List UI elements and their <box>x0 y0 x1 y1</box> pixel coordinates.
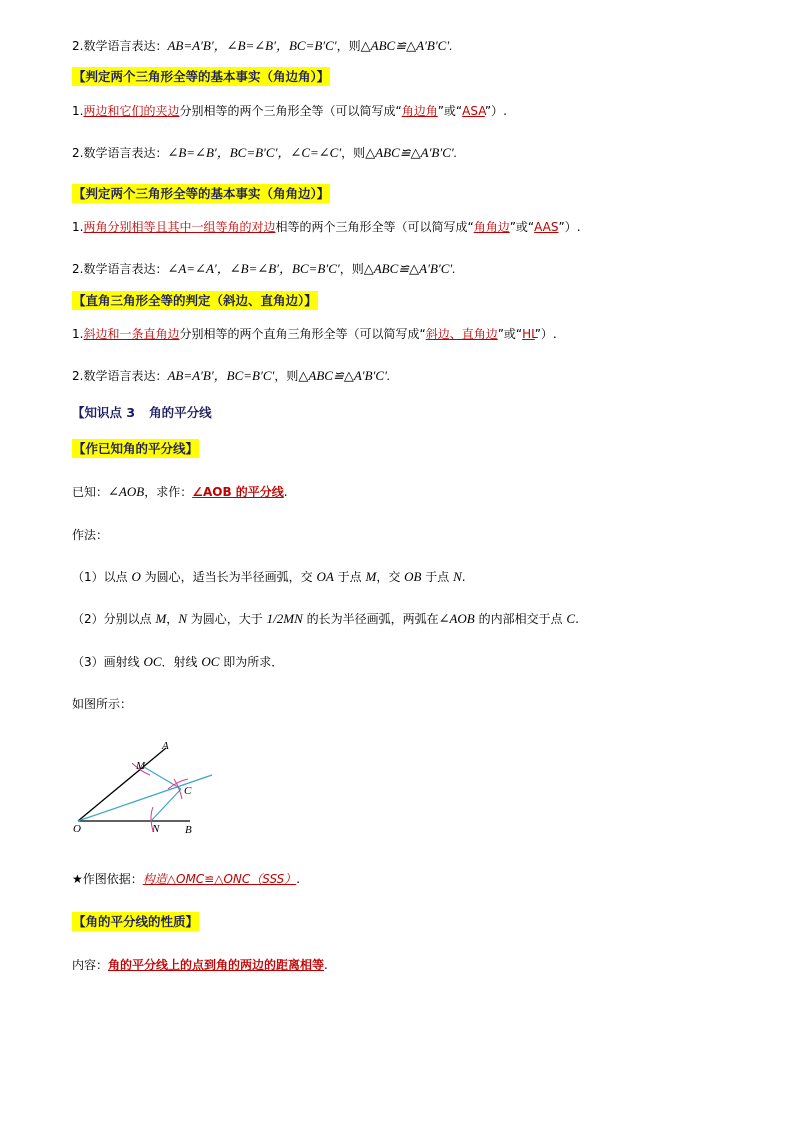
figure-caption: 如图所示： <box>72 697 133 711</box>
heading-construct-bisector: 【作已知角的平分线】 <box>73 441 199 456</box>
statement-sas-math: 2.数学语言表达：AB=A′B′，∠B=∠B′，BC=B′C′，则△ABC≌△A′B′C′. <box>72 38 453 53</box>
heading-asa: 【判定两个三角形全等的基本事实（角边角）】 <box>73 69 330 84</box>
statement-asa-math: 2.数学语言表达：∠B=∠B′，BC=B′C′，∠C=∠C′，则△ABC≌△A′B′C′. <box>72 145 457 160</box>
step-3: （3）画射线 OC．射线 OC 即为所求． <box>72 654 284 669</box>
label-B: B <box>185 824 192 836</box>
label-A: A <box>162 740 169 752</box>
ray-OA <box>78 748 166 821</box>
label-O: O <box>73 823 81 835</box>
knowledge-point-3-title: 【知识点 3 角的平分线 <box>72 405 212 420</box>
step-2: （2）分别以点 M，N 为圆心，大于 1/2MN 的长为半径画弧，两弧在∠AOB 的内部相交于点 C. <box>72 611 579 626</box>
bisector-property-content: 内容：角的平分线上的点到角的两边的距离相等. <box>72 958 328 972</box>
statement-hl-text: 1.斜边和一条直角边分别相等的两个直角三角形全等（可以简写成“斜边、直角边”或“HL”）. <box>72 327 557 341</box>
statement-aas-math: 2.数学语言表达：∠A=∠A′，∠B=∠B′，BC=B′C′，则△ABC≌△A′B′C′. <box>72 261 456 276</box>
bisector-OC <box>78 775 212 821</box>
heading-hl: 【直角三角形全等的判定（斜边、直角边）】 <box>73 293 317 308</box>
heading-bisector-property: 【角的平分线的性质】 <box>73 914 199 929</box>
label-M: M <box>136 760 146 772</box>
statement-hl-math: 2.数学语言表达：AB=A′B′，BC=B′C′，则△ABC≌△A′B′C′. <box>72 368 391 383</box>
given-statement: 已知：∠AOB，求作：∠AOB 的平分线. <box>72 484 288 499</box>
angle-bisector-figure <box>60 735 230 845</box>
label-C: C <box>184 785 192 797</box>
statement-asa-text: 1.两边和它们的夹边分别相等的两个三角形全等（可以简写成“角边角”或“ASA”）. <box>72 104 507 118</box>
statement-aas-text: 1.两角分别相等且其中一组等角的对边相等的两个三角形全等（可以简写成“角角边”或“AAS”）. <box>72 220 581 234</box>
segment-MC <box>144 767 181 789</box>
step-1: （1）以点 O 为圆心，适当长为半径画弧，交 OA 于点 M，交 OB 于点 N. <box>72 569 466 584</box>
label-N: N <box>152 823 160 835</box>
heading-aas: 【判定两个三角形全等的基本事实（角角边）】 <box>73 186 330 201</box>
construction-basis: ★作图依据：构造△OMC≌△ONC（SSS）. <box>72 872 301 886</box>
method-label: 作法： <box>72 528 109 542</box>
